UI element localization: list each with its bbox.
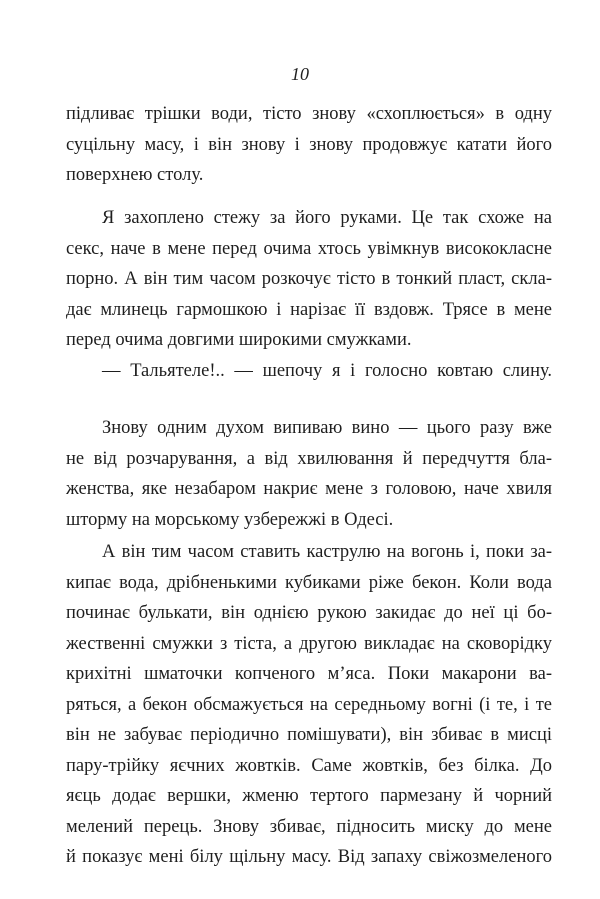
text-line: порно. А він тим часом розкочує тісто в тонкий пласт, скла- [66,269,552,289]
text-line: крихітні шматочки копченого м’яса. Поки макарони ва- [66,664,552,684]
text-line: секс, наче в мене перед очима хтось увімкнув висококласне [66,238,552,259]
text-line: поверхнею столу. [66,165,204,185]
text-line: й показує мені білу щільну масу. Від запаху свіжозмеленого [66,847,552,867]
text-line: він не забуває періодично помішувати), він збиває в мисці [66,725,552,745]
paragraph-1 [66,99,552,191]
text-line: яєць додає вершки, жменю тертого пармезану й чорний [66,786,552,806]
page-number: 10 [291,64,309,84]
text-line: — Тальятеле!.. — шепочу я і голосно ковтаю слину. [102,361,552,381]
text-line: перед очима довгими широкими смужками. [66,330,412,350]
text-line: Знову одним духом випиваю вино — цього разу вже [102,418,552,438]
text-line: починає булькати, він однією рукою закидає до неї ці бо- [66,603,552,623]
paragraph-4 [66,413,552,535]
paragraph-2 [66,203,552,356]
text-line: дає млинець гармошкою і нарізає її вздовж. Трясе в мене [66,299,552,320]
text-line: Я захоплено стежу за його руками. Це так схоже на [102,208,552,228]
text-line: ряться, а бекон обсмажується на середньому вогні (і те, і те [66,694,552,715]
text-line: А він тим часом ставить каструлю на вогонь і, поки за- [102,542,552,562]
paragraph-3 [66,356,552,387]
text-line: шторму на морському узбережжі в Одесі. [66,509,394,530]
text-line: мелений перець. Знову збиває, підносить миску до мене [66,816,552,837]
text-line: жественні смужки з тіста, а другою викладає на сковорідку [66,633,552,654]
text-line: не від розчарування, а від хвилювання й передчуття бла- [66,448,552,469]
paragraph-5 [66,537,552,873]
text-line: пару-трійку яєчних жовтків. Саме жовтків, без білка. До [66,755,552,776]
text-line: женства, яке незабаром накриє мене з головою, наче хвиля [66,479,552,499]
text-line: підливає трішки води, тісто знову «схоплюється» в одну [66,104,552,124]
text-line: кипає вода, дрібненькими кубиками ріже бекон. Коли вода [66,572,552,593]
text-line: суцільну масу, і він знову і знову продовжує катати його [66,134,552,155]
